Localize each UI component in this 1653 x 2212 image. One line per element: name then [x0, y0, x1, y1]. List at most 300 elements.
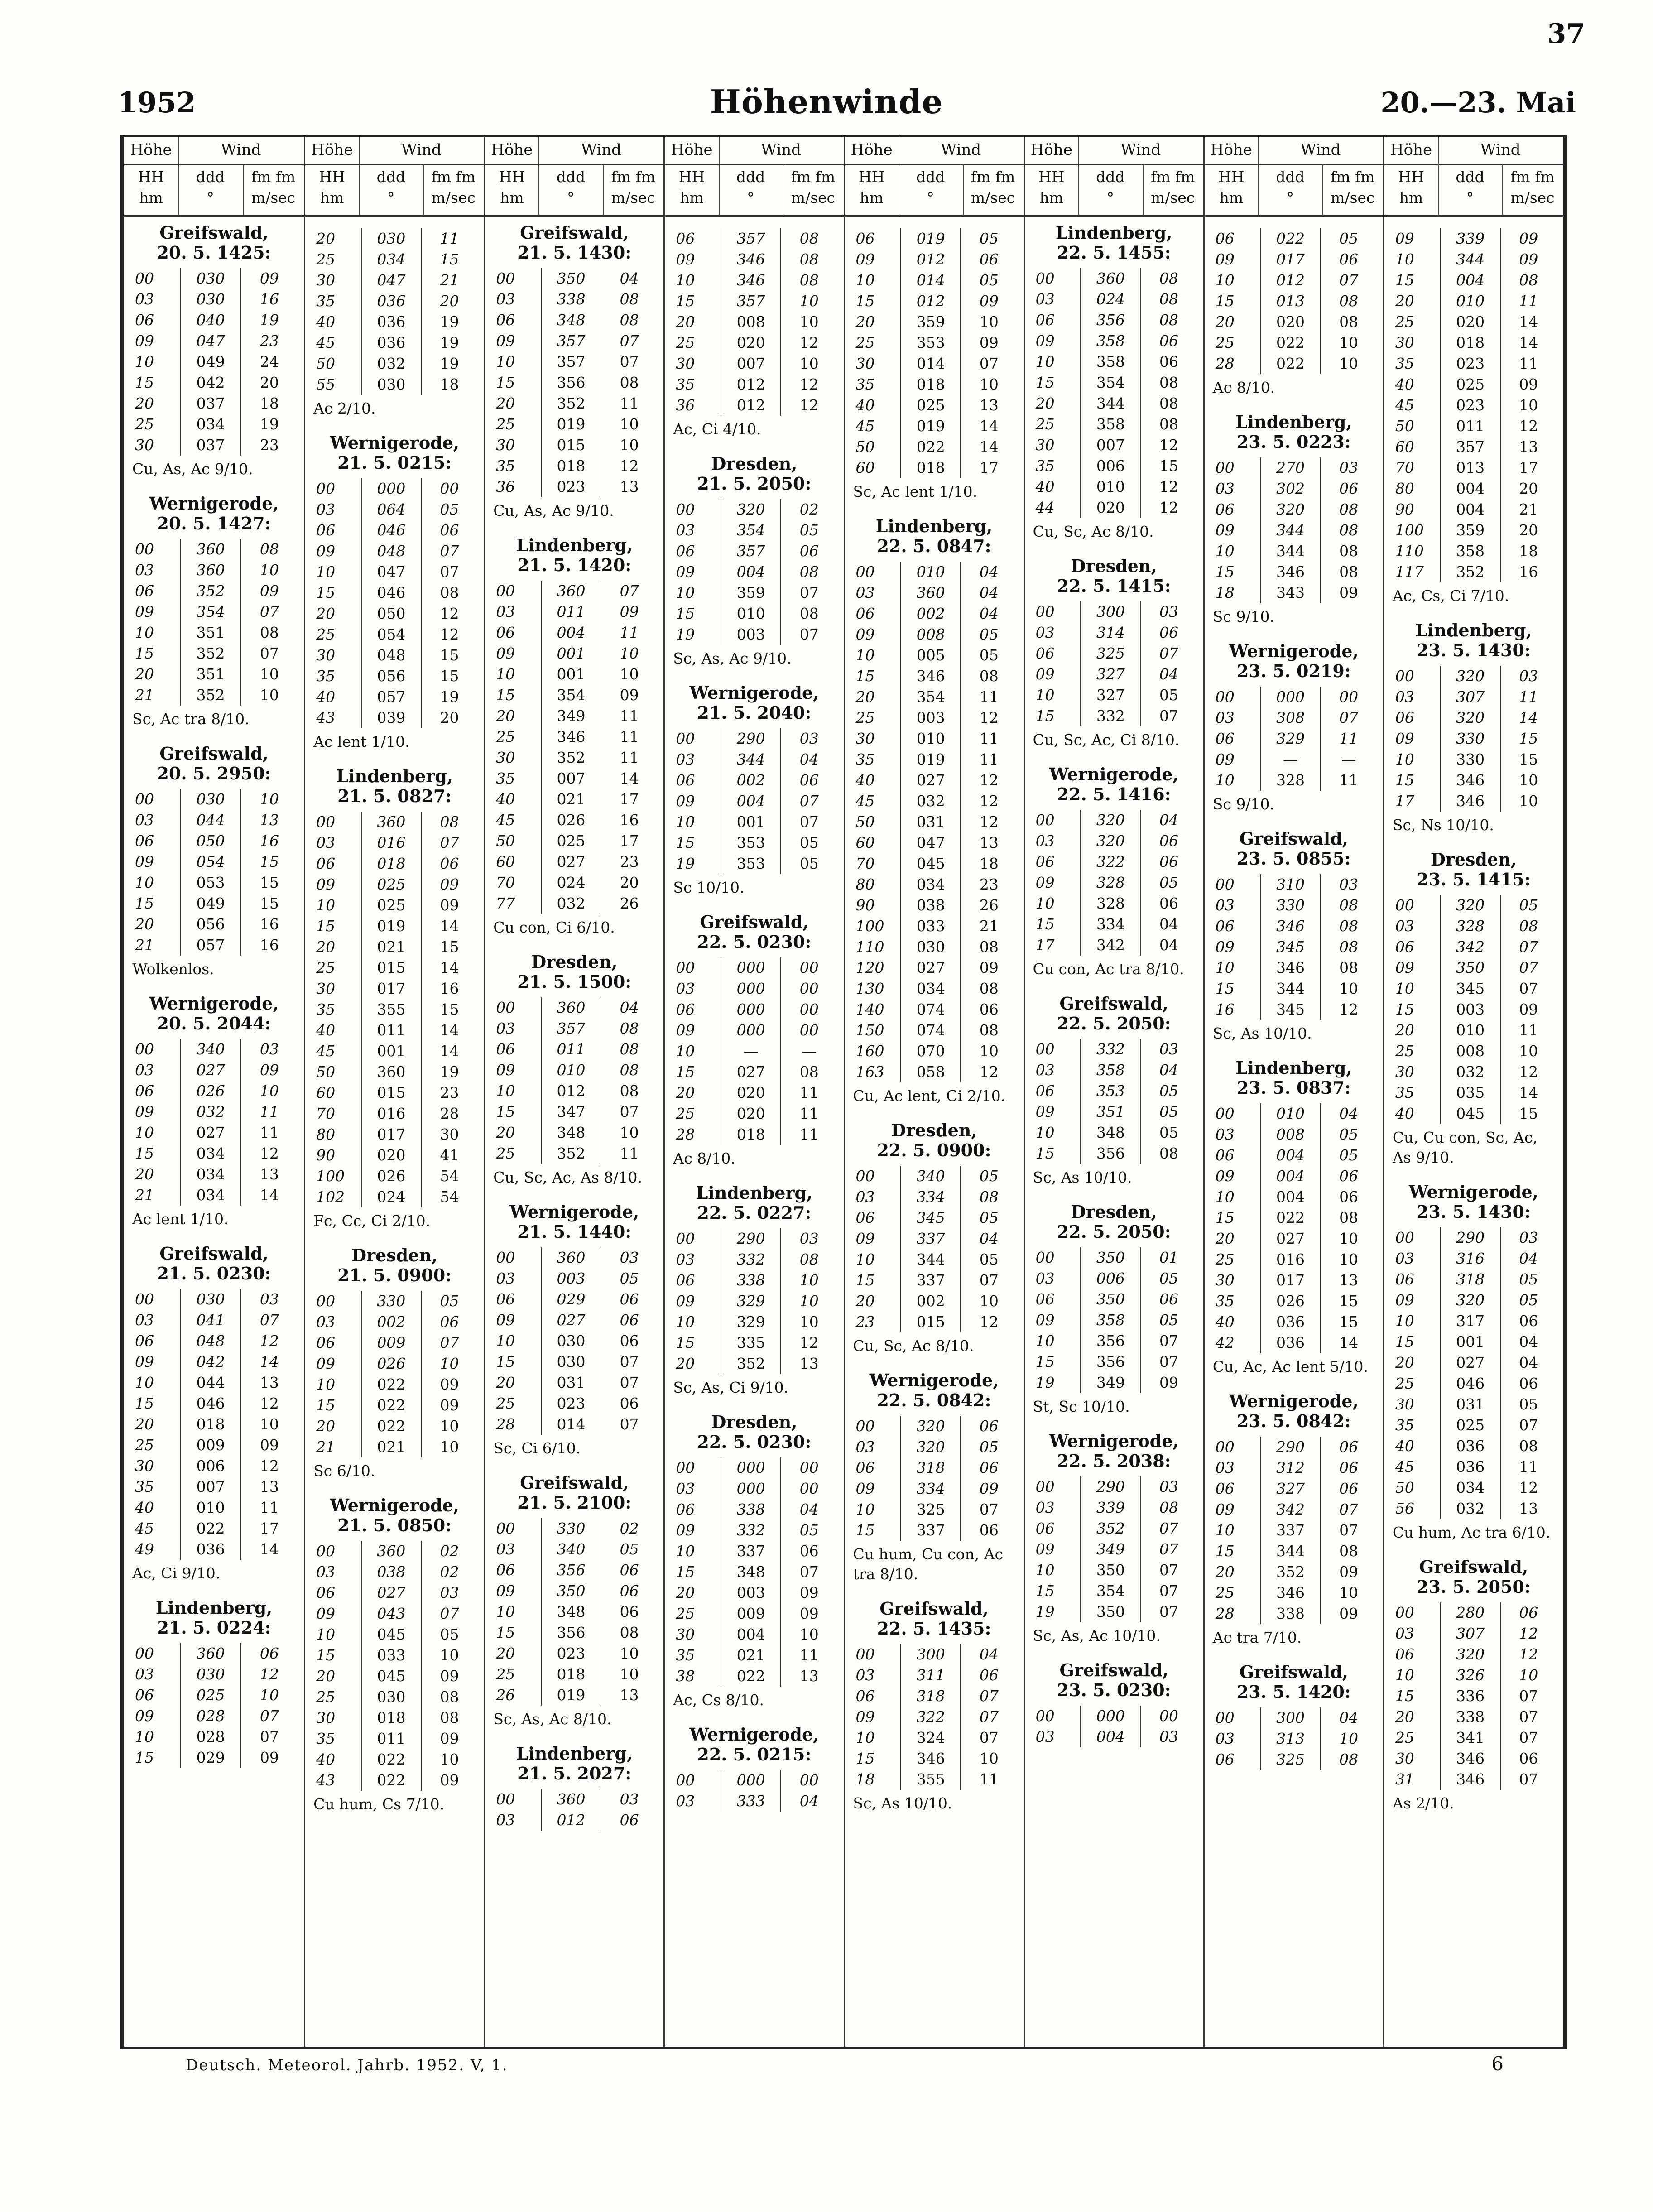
height-cell: 15: [676, 834, 695, 851]
height-cell: 10: [1035, 1124, 1055, 1141]
table-row: [491, 726, 657, 747]
height-cell: 20: [496, 394, 515, 412]
height-cell: 20: [855, 1292, 875, 1310]
height-cell: 06: [1215, 917, 1235, 935]
speed-cell: 05: [979, 1167, 999, 1185]
speed-cell: 05: [440, 1625, 459, 1643]
speed-cell: 08: [799, 250, 819, 268]
wind-data-table: [1211, 1437, 1377, 1624]
column-body: [1384, 223, 1563, 2047]
table-row: [851, 312, 1017, 332]
speed-cell: 03: [1339, 459, 1359, 476]
fmfm-label: fm fm: [971, 168, 1015, 186]
table-row: [1391, 1248, 1557, 1269]
station-name: Lindenberg,: [516, 1743, 633, 1764]
speed-cell: 10: [440, 1355, 459, 1372]
direction-cell: —: [721, 1041, 781, 1062]
direction-cell: 023: [541, 1393, 601, 1414]
table-row: [491, 414, 657, 435]
speed-cell: 04: [979, 1230, 999, 1247]
height-cell: 03: [1395, 1250, 1414, 1267]
direction-cell: 330: [1441, 728, 1500, 749]
table-row: [312, 707, 477, 728]
table-row: [491, 435, 657, 456]
cloud-observation: Cu, Sc, Ac 8/10.: [1033, 523, 1154, 540]
table-row: [1031, 1247, 1197, 1268]
speed-cell: 09: [1519, 230, 1538, 247]
height-cell: 15: [135, 1749, 154, 1766]
height-cell: 20: [316, 605, 336, 622]
table-row: [312, 812, 477, 832]
wind-data-table: [312, 228, 477, 395]
direction-cell: 344: [721, 749, 781, 770]
table-column: [124, 137, 304, 2047]
table-row: [1391, 791, 1557, 812]
direction-cell: 032: [901, 791, 961, 812]
direction-cell: 308: [1261, 707, 1321, 728]
speed-cell: 14: [1339, 1334, 1359, 1351]
table-row: [1211, 895, 1377, 916]
speed-cell: 10: [1519, 792, 1538, 810]
direction-cell: 348: [541, 310, 601, 331]
direction-cell: 360: [541, 997, 601, 1018]
height-cell: 06: [1215, 730, 1235, 747]
height-cell: 50: [316, 1063, 336, 1081]
station-name: Wernigerode,: [1229, 641, 1359, 661]
speed-cell: 04: [1159, 915, 1178, 933]
height-cell: 20: [496, 1124, 515, 1141]
direction-cell: 008: [721, 312, 781, 332]
table-row: [491, 706, 657, 726]
table-row: [130, 310, 298, 331]
table-row: [491, 1268, 657, 1289]
table-row: [851, 707, 1017, 728]
speed-cell: 16: [259, 832, 279, 850]
table-row: [130, 1081, 298, 1101]
station-name: Dresden,: [351, 1245, 438, 1265]
height-cell: 15: [676, 1334, 695, 1351]
speed-cell: 03: [1159, 1478, 1178, 1496]
table-row: [1211, 1520, 1377, 1541]
speed-cell: 07: [1159, 1520, 1178, 1537]
wind-data-table: [312, 1291, 477, 1457]
direction-cell: 024: [1081, 289, 1140, 310]
table-row: [130, 914, 298, 935]
table-row: [1031, 1101, 1197, 1122]
speed-cell: 14: [440, 917, 459, 935]
height-cell: 09: [676, 1292, 695, 1310]
wind-data-table: [1031, 268, 1197, 518]
observation-block: [1391, 1557, 1557, 1813]
direction-cell: 000: [361, 478, 421, 499]
speed-cell: 24: [259, 353, 279, 370]
degree-label: °: [747, 189, 754, 207]
height-cell: 03: [1035, 290, 1055, 308]
direction-cell: 002: [721, 770, 781, 791]
table-row: [1211, 1228, 1377, 1249]
speed-cell: 07: [979, 1687, 999, 1705]
direction-cell: 357: [541, 351, 601, 372]
speed-cell: 10: [1519, 771, 1538, 789]
direction-cell: 340: [901, 1166, 961, 1187]
height-cell: 06: [135, 1082, 154, 1100]
wind-data-table: [671, 957, 837, 1145]
table-row: [851, 1707, 1017, 1727]
speed-cell: 09: [440, 1396, 459, 1414]
direction-cell: 006: [1081, 456, 1140, 476]
speed-cell: 08: [620, 1061, 639, 1079]
direction-cell: 034: [901, 874, 961, 895]
cloud-observation: Fc, Cc, Ci 2/10.: [313, 1212, 431, 1230]
direction-cell: 355: [901, 1769, 961, 1790]
height-cell: 06: [855, 230, 875, 247]
table-row: [671, 1332, 837, 1353]
direction-cell: 004: [1441, 478, 1500, 499]
direction-cell: 302: [1261, 478, 1321, 499]
table-column: [1203, 137, 1383, 2047]
direction-cell: 008: [1261, 1124, 1321, 1145]
speed-cell: 11: [1519, 292, 1538, 310]
direction-cell: 022: [1261, 228, 1321, 249]
table-row: [1211, 1478, 1377, 1499]
table-row: [1391, 1644, 1557, 1665]
observation-time: 22. 5. 0215:: [697, 1744, 812, 1765]
height-cell: 30: [676, 355, 695, 372]
speed-cell: 54: [440, 1167, 459, 1185]
speed-cell: 04: [979, 1645, 999, 1663]
direction-cell: 047: [361, 270, 421, 291]
direction-cell: 339: [1441, 228, 1500, 249]
table-row: [312, 1062, 477, 1082]
table-row: [851, 228, 1017, 249]
wind-data-table: [671, 228, 837, 416]
speed-cell: 07: [799, 792, 819, 810]
table-row: [1391, 270, 1557, 291]
height-cell: 03: [1395, 688, 1414, 706]
speed-cell: 08: [1159, 269, 1178, 287]
direction-cell: 350: [1081, 1560, 1140, 1581]
speed-cell: 10: [1339, 1584, 1359, 1601]
height-cell: 09: [1215, 1500, 1235, 1518]
speed-cell: 05: [979, 230, 999, 247]
table-row: [491, 289, 657, 310]
footer-signature: 6: [1491, 2053, 1504, 2075]
speed-cell: 08: [1339, 292, 1359, 310]
observation-time: 23. 5. 1420:: [1236, 1682, 1351, 1702]
table-row: [671, 1499, 837, 1520]
table-row: [312, 1166, 477, 1187]
height-cell: 25: [316, 1688, 336, 1706]
height-cell: 15: [1215, 980, 1235, 997]
table-row: [1211, 728, 1377, 749]
height-cell: 15: [1035, 707, 1055, 725]
table-row: [312, 916, 477, 937]
table-row: [671, 395, 837, 416]
table-row: [1391, 478, 1557, 499]
height-cell: 40: [496, 790, 515, 808]
height-cell: 00: [1035, 1707, 1055, 1725]
speed-cell: 07: [440, 1334, 459, 1351]
table-row: [1391, 1707, 1557, 1727]
height-cell: 00: [1215, 688, 1235, 706]
station-name: Wernigerode,: [330, 433, 460, 453]
station-name: Wernigerode,: [1049, 764, 1179, 784]
station-name: Greifswald,: [159, 222, 269, 243]
speed-cell: 08: [1339, 313, 1359, 331]
direction-cell: 053: [181, 872, 241, 893]
speed-cell: 03: [1519, 1229, 1538, 1246]
speed-cell: 11: [1519, 688, 1538, 706]
table-row: [851, 374, 1017, 395]
height-cell: 30: [316, 271, 336, 289]
height-cell: 03: [1035, 1269, 1055, 1287]
height-cell: 21: [135, 1186, 154, 1204]
height-cell: 20: [1215, 1230, 1235, 1247]
height-cell: 56: [1395, 1500, 1414, 1517]
table-row: [130, 851, 298, 872]
wind-data-table: [491, 581, 657, 914]
height-cell: 06: [496, 624, 515, 641]
table-row: [312, 562, 477, 582]
msec-label: m/sec: [1151, 189, 1195, 207]
speed-cell: 54: [440, 1188, 459, 1206]
height-cell: 20: [316, 1667, 336, 1685]
direction-cell: 009: [721, 1603, 781, 1624]
hoehe-label: Höhe: [671, 141, 713, 159]
direction-cell: 325: [901, 1499, 961, 1520]
table-row: [851, 1499, 1017, 1520]
speed-cell: 08: [979, 1021, 999, 1039]
height-cell: 00: [1395, 896, 1414, 914]
speed-cell: 08: [979, 938, 999, 956]
height-cell: 25: [1395, 1042, 1414, 1060]
direction-cell: 010: [721, 603, 781, 624]
height-cell: 49: [135, 1540, 154, 1558]
direction-cell: 030: [361, 1687, 421, 1707]
speed-cell: 19: [440, 334, 459, 351]
table-row: [671, 1478, 837, 1499]
direction-cell: 334: [1081, 914, 1140, 935]
table-row: [1211, 1291, 1377, 1312]
table-row: [312, 1145, 477, 1166]
speed-cell: 04: [1339, 1709, 1359, 1726]
height-cell: 00: [676, 1459, 695, 1476]
height-cell: 110: [1395, 542, 1424, 560]
height-cell: 19: [1035, 1374, 1055, 1391]
wind-label: Wind: [1480, 141, 1521, 159]
table-row: [1211, 1582, 1377, 1603]
table-row: [671, 582, 837, 603]
direction-cell: 346: [1441, 1748, 1500, 1769]
table-row: [1211, 1145, 1377, 1166]
direction-cell: 352: [181, 643, 241, 664]
height-cell: 00: [855, 1417, 875, 1435]
direction-cell: 353: [721, 853, 781, 874]
wind-data-table: [851, 562, 1017, 1082]
speed-cell: 07: [1339, 709, 1359, 726]
hh-label: HH: [858, 168, 885, 186]
speed-cell: 10: [620, 1124, 639, 1141]
height-cell: 06: [1215, 1750, 1235, 1768]
ddd-label: ddd: [1096, 168, 1125, 186]
height-cell: 09: [1035, 1540, 1055, 1558]
direction-cell: 020: [721, 1082, 781, 1103]
table-row: [312, 1041, 477, 1062]
direction-cell: 357: [541, 331, 601, 351]
observation-block: [491, 223, 657, 521]
table-row: [1391, 1373, 1557, 1394]
station-name: Wernigerode,: [149, 993, 279, 1014]
height-cell: 09: [1395, 230, 1414, 247]
direction-cell: 030: [181, 268, 241, 289]
direction-cell: 038: [361, 1562, 421, 1582]
speed-cell: 19: [259, 415, 279, 433]
speed-cell: 04: [1519, 1354, 1538, 1371]
table-row: [671, 1562, 837, 1582]
speed-cell: 06: [1339, 1480, 1359, 1497]
direction-cell: 339: [1081, 1497, 1140, 1518]
ddd-label: ddd: [376, 168, 405, 186]
observation-time: 23. 5. 0855:: [1236, 848, 1351, 869]
height-cell: 25: [135, 1436, 154, 1454]
speed-cell: 03: [1159, 1728, 1178, 1746]
speed-cell: 09: [1519, 375, 1538, 393]
height-cell: 60: [316, 1084, 336, 1101]
speed-cell: 08: [1339, 1542, 1359, 1560]
speed-cell: 10: [620, 436, 639, 454]
height-cell: 35: [1035, 457, 1055, 475]
height-cell: 20: [316, 230, 336, 247]
table-row: [491, 1331, 657, 1351]
speed-cell: 04: [1519, 1250, 1538, 1267]
direction-cell: 026: [541, 810, 601, 831]
direction-cell: 029: [181, 1747, 241, 1768]
table-row: [851, 874, 1017, 895]
table-row: [1031, 851, 1197, 872]
speed-cell: 08: [259, 540, 279, 558]
speed-cell: 10: [1519, 396, 1538, 414]
direction-cell: 290: [721, 728, 781, 749]
direction-cell: 280: [1441, 1602, 1500, 1623]
height-cell: 10: [676, 271, 695, 289]
column-header-top: [1025, 137, 1203, 165]
observation-block: [491, 535, 657, 938]
table-row: [1211, 1457, 1377, 1478]
cloud-observation: Sc, As, Ac 10/10.: [1033, 1627, 1161, 1645]
table-row: [1391, 1394, 1557, 1415]
table-row: [1391, 1311, 1557, 1332]
height-cell: 06: [316, 521, 336, 539]
speed-cell: 10: [979, 1042, 999, 1060]
height-cell: 09: [496, 644, 515, 662]
wind-label: Wind: [761, 141, 801, 159]
height-cell: 35: [1395, 1416, 1414, 1434]
observation-time: 22. 5. 1455:: [1057, 242, 1171, 263]
speed-cell: 10: [1339, 334, 1359, 351]
column-header-top: [485, 137, 663, 165]
direction-cell: 022: [361, 1770, 421, 1791]
speed-cell: 19: [440, 1063, 459, 1081]
height-cell: 00: [1035, 811, 1055, 829]
speed-cell: 08: [979, 1188, 999, 1206]
height-cell: 20: [1215, 1563, 1235, 1581]
observation-time: 22. 5. 0230:: [697, 1432, 812, 1452]
table-row: [671, 1124, 837, 1145]
height-cell: 20: [135, 665, 154, 683]
speed-cell: 10: [979, 313, 999, 331]
table-row: [491, 268, 657, 289]
table-row: [1391, 1498, 1557, 1519]
speed-cell: 05: [1339, 230, 1359, 247]
speed-cell: 15: [1339, 1292, 1359, 1310]
direction-cell: 332: [721, 1520, 781, 1541]
direction-cell: 352: [721, 1353, 781, 1374]
cloud-observation: Ac 8/10.: [1212, 379, 1275, 396]
direction-cell: 027: [721, 1062, 781, 1082]
speed-cell: 10: [799, 313, 819, 331]
speed-cell: 12: [1159, 436, 1178, 454]
direction-cell: 019: [541, 1685, 601, 1706]
height-cell: 06: [1035, 1082, 1055, 1100]
table-row: [851, 999, 1017, 1020]
direction-cell: 346: [1261, 916, 1321, 937]
observation-time: 20. 5. 2044:: [157, 1013, 271, 1034]
wind-data-table: [851, 1416, 1017, 1541]
station-name: Greifswald,: [159, 743, 269, 764]
fmfm-label: fm fm: [1150, 168, 1195, 186]
speed-cell: 06: [620, 1811, 639, 1829]
table-row: [1211, 1312, 1377, 1332]
observation-time: 21. 5. 2100:: [517, 1492, 632, 1513]
speed-cell: 06: [979, 1459, 999, 1476]
wind-data-table: [1031, 1706, 1197, 1747]
direction-cell: 034: [181, 414, 241, 435]
table-row: [671, 1249, 837, 1270]
speed-cell: 08: [1339, 542, 1359, 560]
direction-cell: 027: [361, 1582, 421, 1603]
height-cell: 60: [855, 459, 875, 476]
direction-cell: 360: [1081, 268, 1140, 289]
height-cell: 15: [496, 1624, 515, 1641]
table-row: [130, 685, 298, 706]
table-row: [1211, 1332, 1377, 1353]
observation-block: [1211, 641, 1377, 814]
header-date-range: 20.—23. Mai: [1380, 86, 1576, 119]
observation-time: 21. 5. 1430:: [517, 242, 632, 263]
station-name: Greifswald,: [1239, 1662, 1349, 1682]
direction-cell: 332: [721, 1249, 781, 1270]
cloud-observation: Ac, Ci 9/10.: [132, 1564, 221, 1582]
speed-cell: 07: [1519, 980, 1538, 997]
column-header-top: [665, 137, 843, 165]
height-cell: 10: [316, 1375, 336, 1393]
cloud-observation: Ac, Cs, Ci 7/10.: [1392, 587, 1509, 605]
speed-cell: 05: [979, 646, 999, 664]
height-cell: 09: [135, 603, 154, 620]
height-cell: 03: [1215, 1730, 1235, 1747]
height-cell: 45: [855, 792, 875, 810]
direction-cell: 040: [181, 310, 241, 331]
speed-cell: 04: [979, 584, 999, 601]
observation-block: [851, 1120, 1017, 1356]
direction-cell: 320: [721, 499, 781, 520]
observation-time: 20. 5. 1425:: [157, 242, 271, 263]
height-cell: 10: [1035, 1332, 1055, 1350]
height-cell: 09: [1215, 521, 1235, 539]
height-cell: 15: [855, 1750, 875, 1767]
table-row: [1391, 1269, 1557, 1290]
cloud-observation: Sc, Ns 10/10.: [1392, 816, 1494, 834]
